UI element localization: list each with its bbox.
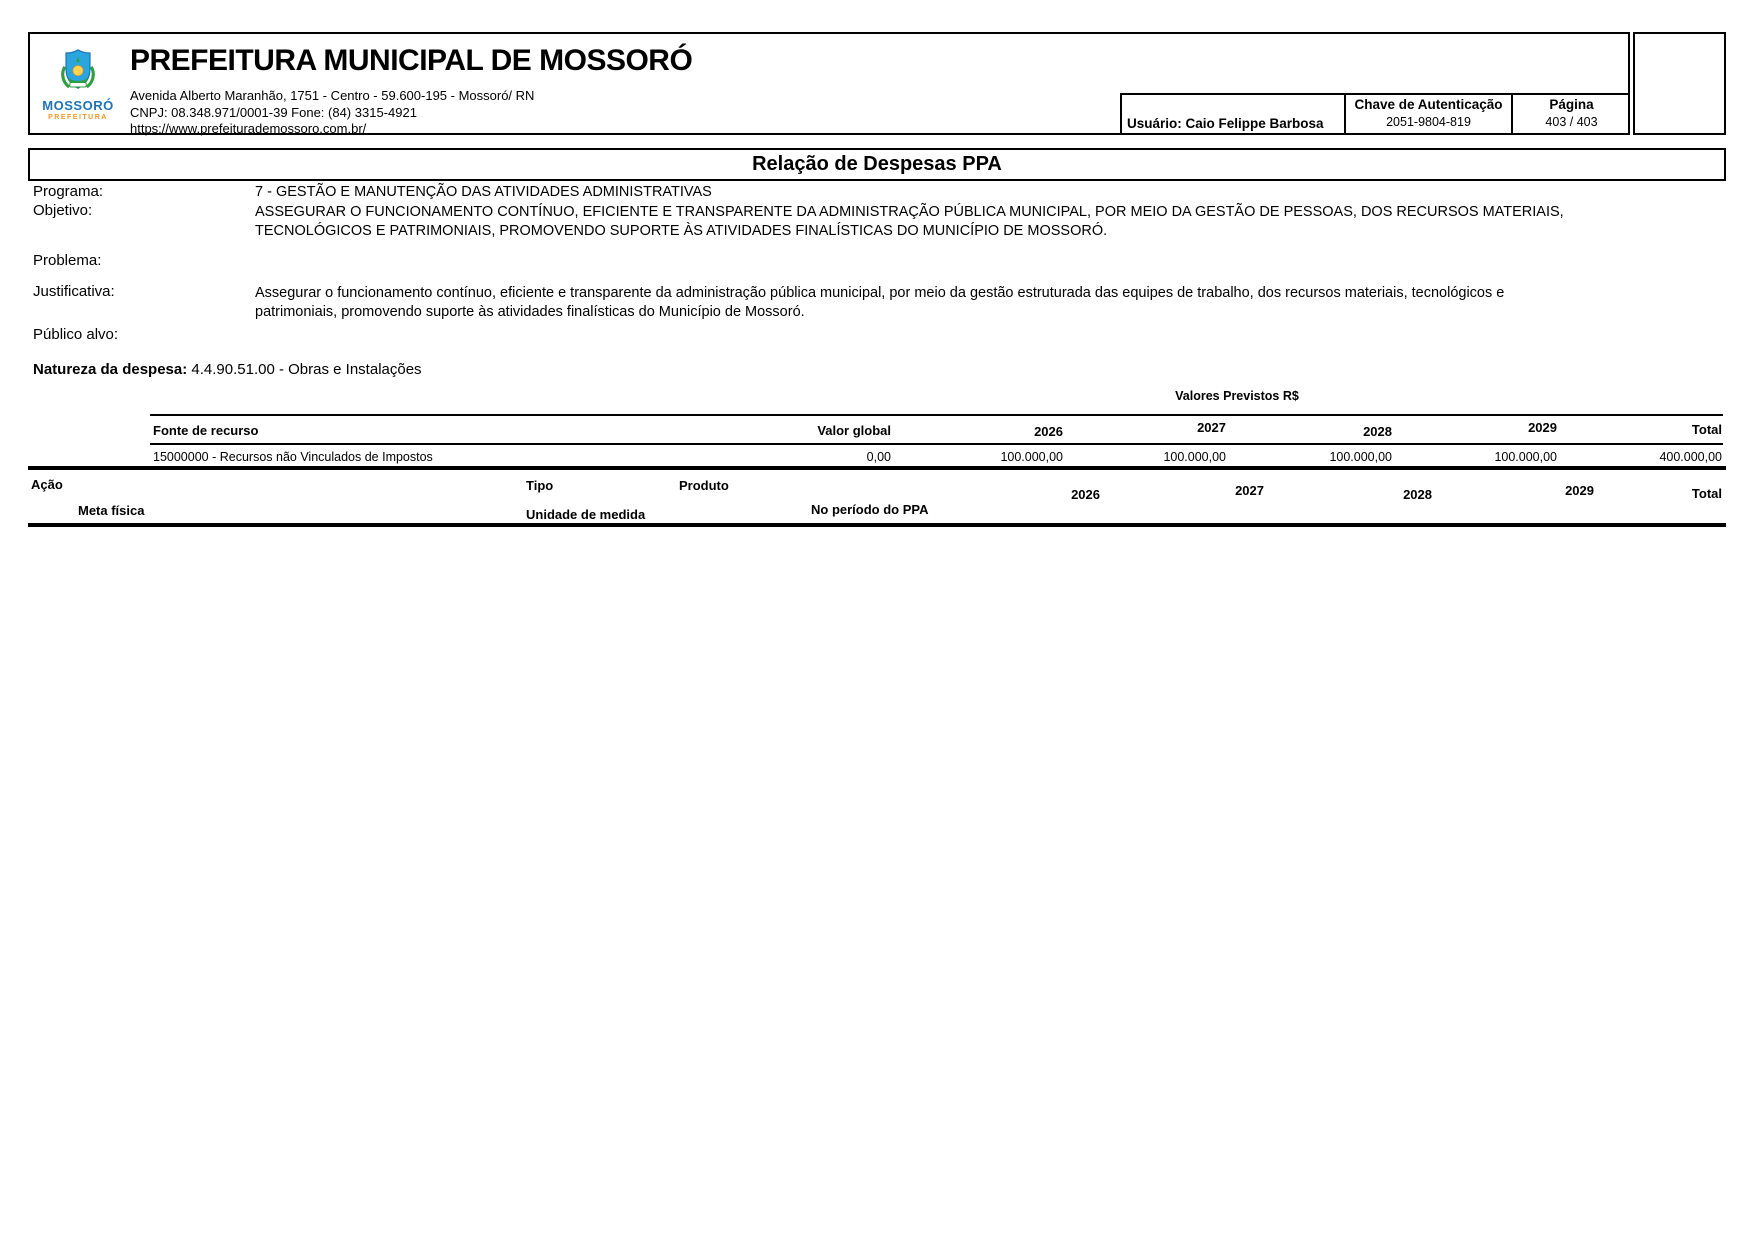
user-label: Usuário: Caio Felippe Barbosa [1122, 95, 1346, 135]
justificativa-value [255, 284, 1504, 322]
auth-key-cell [1346, 95, 1513, 135]
auth-key-value: 2051-9804-819 [1386, 115, 1471, 129]
col-unidade-medida: Unidade de medida [526, 507, 646, 522]
col-fonte-de-recurso: Fonte de recurso [153, 423, 259, 438]
org-name: PREFEITURA MUNICIPAL DE MOSSORÓ [130, 44, 693, 77]
justificativa-line1: Assegurar o funcionamento contínuo, eficiente e transparente da administração pública municipal, por meio da gestão estruturada das equipes de trabalho, dos recursos materiais, tecnológicos e [255, 285, 1505, 301]
objetivo-label: Objetivo: [33, 202, 93, 219]
cell-2028: 100.000,00 [1329, 450, 1392, 464]
table-top-rule [150, 414, 1723, 416]
report-title-bar [28, 148, 1726, 181]
cell-total: 400.000,00 [1659, 450, 1722, 464]
col-produto: Produto [679, 478, 729, 493]
table-bottom-rule [28, 466, 1726, 470]
col-acao: Ação [31, 477, 63, 492]
auth-key-label: Chave de Autenticação [1354, 97, 1503, 112]
logo-city-label: MOSSORÓ [42, 98, 114, 113]
logo-sub-label: PREFEITURA [48, 114, 108, 121]
natureza-value: 4.4.90.51.00 - Obras e Instalações [191, 361, 422, 378]
cell-fonte: 15000000 - Recursos não Vinculados de Impostos [153, 450, 433, 464]
justificativa-label: Justificativa: [33, 283, 115, 300]
col-meta-fisica: Meta física [78, 503, 145, 518]
objetivo-line2: TECNOLÓGICOS E PATRIMONIAIS, PROMOVENDO SUPORTE ÀS ATIVIDADES FINALÍSTICAS DO MUNICÍPIO DE MOSSORÓ. [255, 223, 1108, 239]
objetivo-value [255, 203, 1564, 241]
problema-label: Problema: [33, 252, 102, 269]
cell-valor-global: 0,00 [866, 450, 891, 464]
justificativa-line2: patrimoniais, promovendo suporte às atividades finalísticas do Município de Mossoró. [255, 304, 805, 320]
col-acao-2028: 2028 [1403, 487, 1432, 502]
col-valor-global: Valor global [817, 423, 891, 438]
org-address: Avenida Alberto Maranhão, 1751 - Centro - 59.600-195 - Mossoró/ RN [130, 88, 535, 103]
col-periodo-ppa: No período do PPA [811, 502, 929, 517]
page-cell [1513, 95, 1630, 135]
col-2027: 2027 [1197, 420, 1226, 435]
programa-value: 7 - GESTÃO E MANUTENÇÃO DAS ATIVIDADES ADMINISTRATIVAS [255, 184, 712, 200]
objetivo-line1: ASSEGURAR O FUNCIONAMENTO CONTÍNUO, EFICIENTE E TRANSPARENTE DA ADMINISTRAÇÃO PÚBLICA MUNICIPAL, POR MEIO DA GESTÃO DE PESSOAS, DOS RECURSOS MATERIAIS, [255, 204, 1564, 220]
auth-info-table [1120, 93, 1630, 135]
col-acao-2026: 2026 [1071, 487, 1100, 502]
action-table-rule [28, 523, 1726, 527]
col-acao-total: Total [1691, 486, 1722, 501]
org-website-link[interactable]: https://www.prefeiturademossoro.com.br/ [130, 121, 367, 136]
col-2026: 2026 [1034, 424, 1063, 439]
valores-previstos-title: Valores Previstos R$ [1175, 389, 1299, 403]
corner-box [1633, 32, 1726, 135]
table-header-rule [150, 443, 1723, 445]
natureza-label: Natureza da despesa: [33, 361, 188, 378]
col-tipo: Tipo [526, 478, 554, 493]
col-acao-2027: 2027 [1235, 483, 1264, 498]
header-box [28, 32, 1630, 135]
col-total: Total [1691, 422, 1722, 437]
report-title: Relação de Despesas PPA [752, 153, 1002, 175]
col-2029: 2029 [1528, 420, 1557, 435]
page-label: Página [1549, 97, 1594, 112]
col-2028: 2028 [1363, 424, 1392, 439]
city-logo [35, 48, 121, 121]
programa-label: Programa: [33, 183, 104, 200]
coat-of-arms-icon [56, 48, 100, 92]
cell-2026: 100.000,00 [1000, 450, 1063, 464]
org-cnpj: CNPJ: 08.348.971/0001-39 Fone: (84) 3315-4921 [130, 105, 417, 120]
publico-alvo-label: Público alvo: [33, 326, 119, 343]
natureza-despesa-row [33, 361, 422, 378]
cell-2029: 100.000,00 [1494, 450, 1557, 464]
cell-2027: 100.000,00 [1163, 450, 1226, 464]
page-value: 403 / 403 [1545, 115, 1598, 129]
col-acao-2029: 2029 [1565, 483, 1594, 498]
